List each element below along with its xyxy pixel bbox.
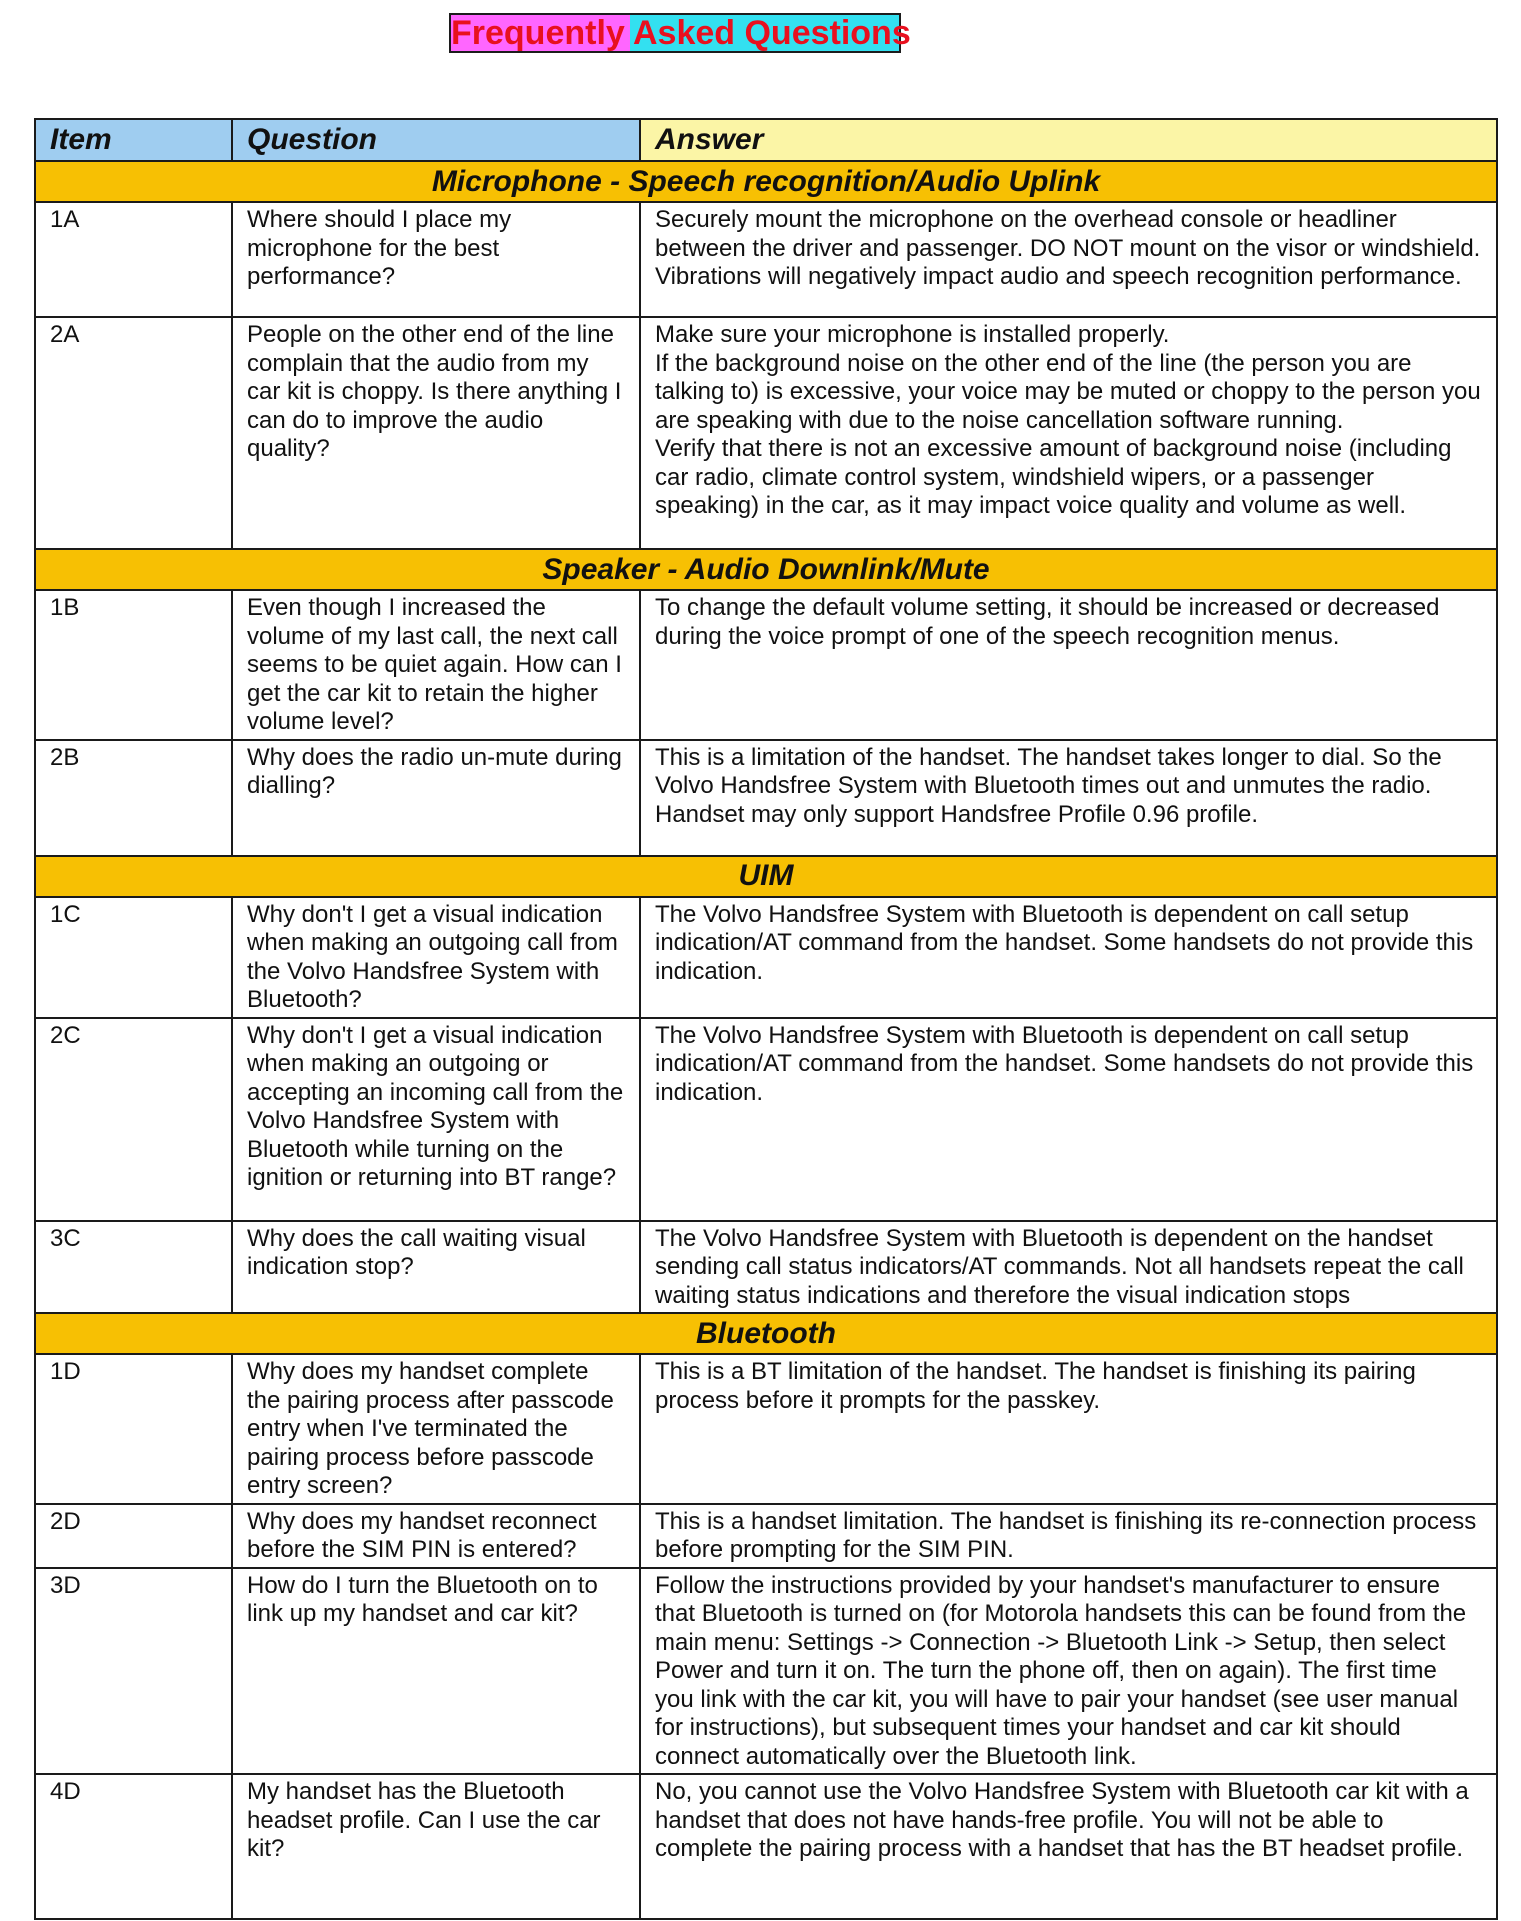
question-text: Why does the call waiting visual indication stop? xyxy=(232,1221,640,1314)
answer-text: Make sure your microphone is installed properly. xyxy=(655,321,1170,348)
item-id: 3C xyxy=(35,1221,232,1314)
question-text: Why does the radio un-mute during dialling? xyxy=(232,740,640,856)
answer-text: To change the default volume setting, it should be increased or decreased during the voice prompt of one of the speech recognition menus. xyxy=(655,594,1440,650)
answer-text: The Volvo Handsfree System with Bluetooth is dependent on call setup indication/AT command from the handset. Some handsets do not provide this indication. xyxy=(655,1021,1474,1106)
section-row xyxy=(35,549,1497,590)
section-heading: Bluetooth xyxy=(35,1313,1497,1354)
faq-row xyxy=(35,202,1497,317)
header-row xyxy=(35,119,1497,161)
faq-row xyxy=(35,1354,1497,1504)
section-row xyxy=(35,856,1497,897)
question-text: Even though I increased the volume of my last call, the next call seems to be quiet again. How can I get the car kit to retain the higher volume level? xyxy=(232,590,640,740)
section-heading: UIM xyxy=(35,856,1497,897)
answer-text: This is a handset limitation. The handset is finishing its re-connection process before prompting for the SIM PIN. xyxy=(655,1507,1477,1563)
faq-table xyxy=(34,118,1498,1920)
item-id: 1B xyxy=(35,590,232,740)
answer-text: The Volvo Handsfree System with Bluetooth is dependent on call setup indication/AT command from the handset. Some handsets do not provide this indication. xyxy=(655,900,1474,985)
answer-cell xyxy=(640,317,1497,549)
question-text: My handset has the Bluetooth headset profile. Can I use the car kit? xyxy=(232,1774,640,1919)
item-id: 1C xyxy=(35,897,232,1018)
column-header-question: Question xyxy=(232,119,640,161)
answer-text: No, you cannot use the Volvo Handsfree System with Bluetooth car kit with a handset that does not have hands-free profile. You will not be able to complete the pairing process with a handset that has the BT headset profile. xyxy=(655,1778,1469,1862)
page-title: Frequently Asked Questions xyxy=(451,14,911,52)
faq-row xyxy=(35,897,1497,1018)
answer-text: The Volvo Handsfree System with Bluetooth is dependent on the handset sending call status indicators/AT commands. Not all handsets repeat the call waiting status indications and therefore the visual indication stops xyxy=(655,1224,1464,1309)
item-id: 4D xyxy=(35,1774,232,1919)
section-row xyxy=(35,161,1497,202)
answer-text: This is a limitation of the handset. The handset takes longer to dial. So the Volvo Handsfree System with Bluetooth times out and unmutes the radio. xyxy=(655,743,1442,799)
answer-cell xyxy=(640,1568,1497,1775)
answer-cell xyxy=(640,897,1497,1018)
faq-row xyxy=(35,740,1497,856)
item-id: 2B xyxy=(35,740,232,856)
question-text: Why don't I get a visual indication when making an outgoing call from the Volvo Handsfree System with Bluetooth? xyxy=(232,897,640,1018)
column-header-answer: Answer xyxy=(640,119,1497,161)
answer-cell xyxy=(640,1504,1497,1568)
answer-cell xyxy=(640,1354,1497,1504)
column-header-item: Item xyxy=(35,119,232,161)
section-heading: Microphone - Speech recognition/Audio Uplink xyxy=(35,161,1497,202)
item-id: 2A xyxy=(35,317,232,549)
faq-row xyxy=(35,1774,1497,1919)
item-id: 1D xyxy=(35,1354,232,1504)
faq-row xyxy=(35,590,1497,740)
answer-cell xyxy=(640,1018,1497,1221)
answer-text: If the background noise on the other end of the line (the person you are talking to) is excessive, your voice may be muted or choppy to the person you are speaking with due to the noise cancellation software running. xyxy=(655,349,1481,434)
item-id: 2C xyxy=(35,1018,232,1221)
answer-cell xyxy=(640,590,1497,740)
answer-cell xyxy=(640,1221,1497,1314)
answer-cell xyxy=(640,202,1497,317)
section-row xyxy=(35,1313,1497,1354)
item-id: 3D xyxy=(35,1568,232,1775)
answer-cell xyxy=(640,740,1497,856)
answer-text: Verify that there is not an excessive amount of background noise (including car radio, climate control system, windshield wipers, or a passenger speaking) in the car, as it may impact voice quality and volume as well. xyxy=(655,435,1452,519)
question-text: Why don't I get a visual indication when making an outgoing or accepting an incoming call from the Volvo Handsfree System with Bluetooth while turning on the ignition or returning into BT range? xyxy=(232,1018,640,1221)
answer-text: Follow the instructions provided by your handset's manufacturer to ensure that Bluetooth is turned on (for Motorola handsets this can be found from the main menu: Settings -> Connection -> Bluetooth Link -> Setup, then select Power and turn it on. The turn the phone off, then on again). The first time you link with the car kit, you will have to pair your handset (see user manual for instructions), but subsequent times your handset and car kit should connect automatically over the Bluetooth link. xyxy=(655,1571,1467,1770)
faq-row xyxy=(35,317,1497,549)
answer-text: Handset may only support Handsfree Profile 0.96 profile. xyxy=(655,800,1258,828)
faq-body xyxy=(35,161,1497,1919)
faq-row xyxy=(35,1568,1497,1775)
faq-row xyxy=(35,1018,1497,1221)
item-id: 2D xyxy=(35,1504,232,1568)
question-text: Why does my handset complete the pairing process after passcode entry when I've terminated the pairing process before passcode entry screen? xyxy=(232,1354,640,1504)
faq-row xyxy=(35,1221,1497,1314)
question-text: Where should I place my microphone for the best performance? xyxy=(232,202,640,317)
question-text: People on the other end of the line complain that the audio from my car kit is choppy. Is there anything I can do to improve the audio quality? xyxy=(232,317,640,549)
answer-text: Securely mount the microphone on the overhead console or headliner between the driver and passenger. DO NOT mount on the visor or windshield. Vibrations will negatively impact audio and speech recognition performance. xyxy=(655,206,1481,290)
item-id: 1A xyxy=(35,202,232,317)
question-text: How do I turn the Bluetooth on to link up my handset and car kit? xyxy=(232,1568,640,1775)
question-text: Why does my handset reconnect before the SIM PIN is entered? xyxy=(232,1504,640,1568)
answer-text: This is a BT limitation of the handset. The handset is finishing its pairing process before it prompts for the passkey. xyxy=(655,1358,1416,1414)
answer-cell xyxy=(640,1774,1497,1919)
faq-row xyxy=(35,1504,1497,1568)
section-heading: Speaker - Audio Downlink/Mute xyxy=(35,549,1497,590)
